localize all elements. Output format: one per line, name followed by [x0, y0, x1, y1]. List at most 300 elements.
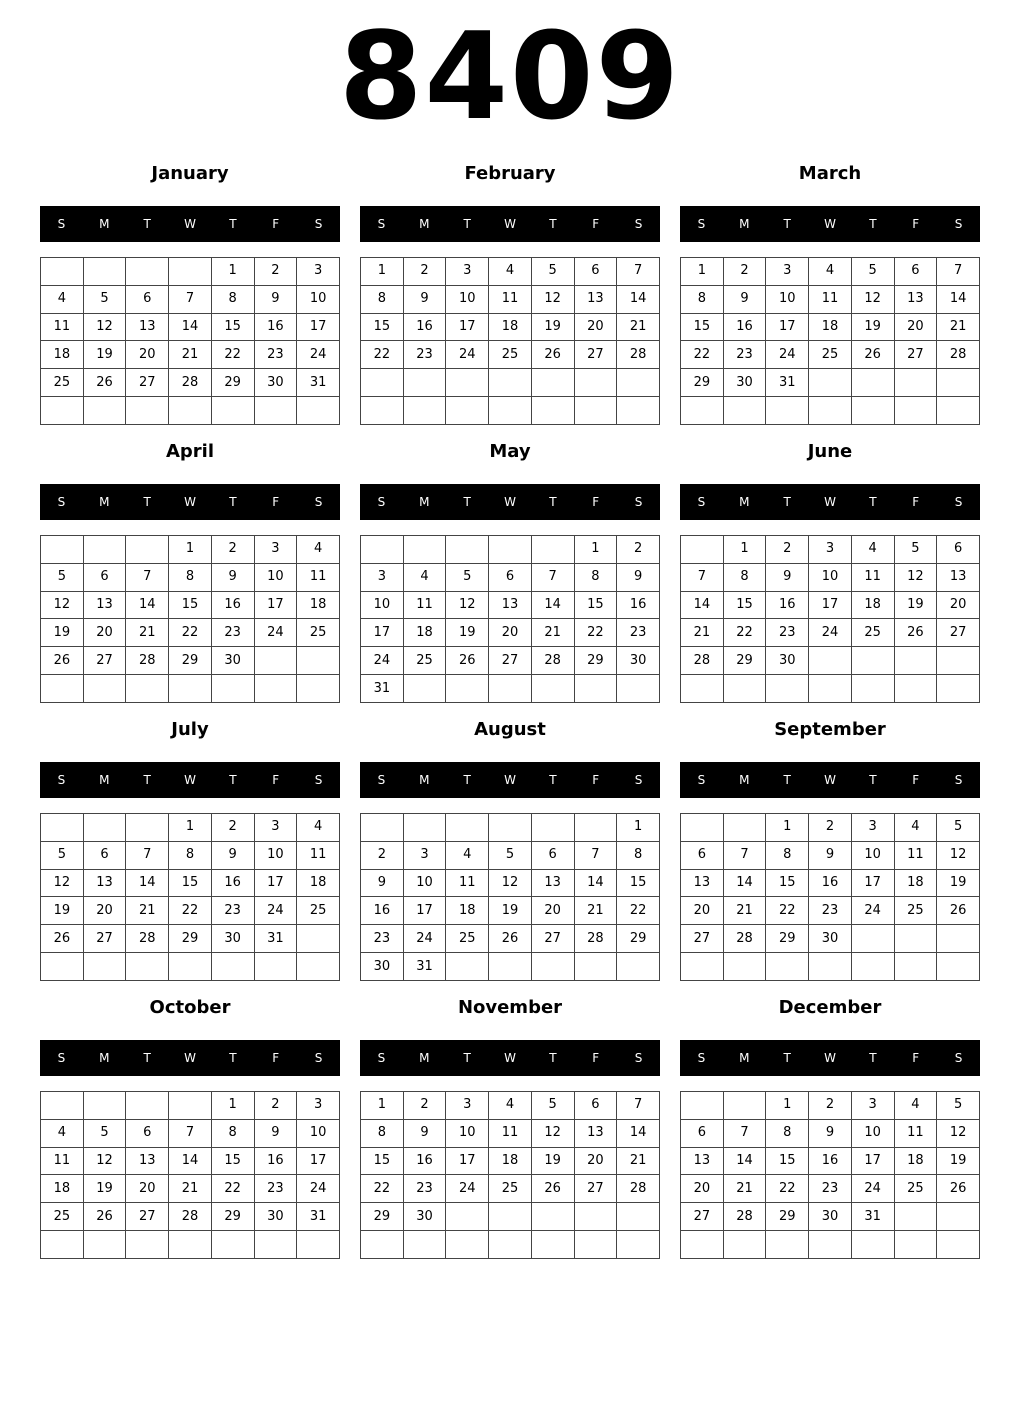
weekday-label: S — [314, 1051, 323, 1065]
month-name: November — [457, 997, 563, 1018]
day-cell: 21 — [681, 619, 724, 647]
year-title: 8409 — [339, 8, 681, 147]
day-cell: 28 — [617, 1175, 660, 1203]
day-cell: 10 — [851, 841, 894, 869]
weekday-label: F — [912, 1051, 920, 1065]
empty-cell — [41, 814, 84, 842]
day-cell: 16 — [766, 591, 809, 619]
week-row — [681, 814, 980, 842]
day-cell: 5 — [489, 841, 532, 869]
day-cell: 8 — [723, 563, 766, 591]
week-row — [681, 1203, 980, 1231]
weekday-label: S — [57, 773, 66, 787]
empty-cell — [446, 814, 489, 842]
day-cell: 7 — [723, 841, 766, 869]
month-name: October — [149, 997, 231, 1018]
week-row — [41, 1119, 340, 1147]
day-cell: 4 — [403, 563, 446, 591]
empty-cell — [211, 953, 254, 981]
day-cell: 25 — [297, 619, 340, 647]
empty-cell — [531, 369, 574, 397]
day-cell: 20 — [126, 341, 169, 369]
day-cell: 25 — [489, 1175, 532, 1203]
day-cell: 18 — [297, 869, 340, 897]
day-cell: 7 — [617, 258, 660, 286]
day-cell: 30 — [809, 925, 852, 953]
week-row — [41, 285, 340, 313]
day-cell: 19 — [531, 313, 574, 341]
day-cell: 22 — [211, 341, 254, 369]
weekday-label: F — [592, 773, 600, 787]
day-cell: 14 — [169, 1147, 212, 1175]
day-cell: 8 — [361, 1119, 404, 1147]
day-cell: 3 — [851, 1092, 894, 1120]
day-cell: 29 — [211, 1203, 254, 1231]
empty-cell — [937, 675, 980, 703]
week-row — [41, 591, 340, 619]
weekday-label: M — [739, 495, 750, 509]
empty-cell — [894, 953, 937, 981]
week-row — [361, 869, 660, 897]
empty-cell — [489, 814, 532, 842]
day-cell: 8 — [169, 563, 212, 591]
day-cell: 5 — [937, 1092, 980, 1120]
week-row — [361, 591, 660, 619]
month-name: December — [778, 997, 882, 1018]
day-cell: 26 — [41, 925, 84, 953]
week-row — [361, 258, 660, 286]
weekday-label: W — [184, 217, 196, 231]
empty-cell — [254, 675, 297, 703]
day-cell: 24 — [297, 1175, 340, 1203]
day-cell: 24 — [403, 925, 446, 953]
day-cell: 24 — [446, 1175, 489, 1203]
day-cell: 4 — [894, 814, 937, 842]
week-row — [41, 841, 340, 869]
day-cell: 16 — [211, 869, 254, 897]
weekday-label: M — [419, 1051, 430, 1065]
day-cell: 4 — [894, 1092, 937, 1120]
weekday-label: T — [229, 217, 237, 231]
day-cell: 9 — [403, 285, 446, 313]
week-row — [681, 591, 980, 619]
empty-cell — [41, 258, 84, 286]
weekday-label: S — [634, 495, 643, 509]
week-row — [361, 675, 660, 703]
week-row — [361, 536, 660, 564]
day-cell: 25 — [41, 1203, 84, 1231]
day-cell: 8 — [361, 285, 404, 313]
empty-cell — [446, 953, 489, 981]
day-cell: 3 — [446, 258, 489, 286]
week-row — [681, 258, 980, 286]
day-cell: 11 — [297, 563, 340, 591]
day-cell: 13 — [83, 869, 126, 897]
day-cell: 14 — [126, 869, 169, 897]
empty-cell — [937, 953, 980, 981]
day-cell: 23 — [254, 1175, 297, 1203]
day-cell: 24 — [297, 341, 340, 369]
empty-cell — [297, 925, 340, 953]
day-cell: 11 — [41, 313, 84, 341]
day-cell: 18 — [297, 591, 340, 619]
day-cell: 18 — [851, 591, 894, 619]
day-cell: 31 — [297, 1203, 340, 1231]
day-cell: 28 — [723, 1203, 766, 1231]
day-cell: 24 — [766, 341, 809, 369]
weekday-label: T — [143, 773, 151, 787]
day-cell: 4 — [489, 258, 532, 286]
weekday-label: T — [549, 1051, 557, 1065]
empty-cell — [41, 536, 84, 564]
empty-cell — [681, 953, 724, 981]
empty-cell — [894, 1203, 937, 1231]
day-cell: 27 — [83, 647, 126, 675]
day-cell: 27 — [489, 647, 532, 675]
empty-cell — [126, 1092, 169, 1120]
day-cell: 6 — [681, 1119, 724, 1147]
day-cell: 13 — [531, 869, 574, 897]
day-cell: 12 — [83, 313, 126, 341]
day-cell: 28 — [723, 925, 766, 953]
day-cell: 6 — [83, 841, 126, 869]
day-cell: 20 — [83, 897, 126, 925]
day-cell: 1 — [574, 536, 617, 564]
day-cell: 17 — [809, 591, 852, 619]
day-cell: 25 — [809, 341, 852, 369]
empty-cell — [894, 925, 937, 953]
weekday-label: F — [592, 495, 600, 509]
day-grid — [360, 813, 660, 981]
week-row — [361, 313, 660, 341]
week-row — [681, 563, 980, 591]
week-row — [681, 1119, 980, 1147]
day-cell: 4 — [489, 1092, 532, 1120]
empty-cell — [723, 814, 766, 842]
day-cell: 26 — [83, 1203, 126, 1231]
weekday-label: W — [504, 1051, 516, 1065]
empty-cell — [531, 953, 574, 981]
day-cell: 5 — [531, 1092, 574, 1120]
day-cell: 31 — [403, 953, 446, 981]
day-cell: 27 — [574, 341, 617, 369]
week-row — [681, 1147, 980, 1175]
empty-cell — [211, 675, 254, 703]
day-cell: 8 — [169, 841, 212, 869]
day-cell: 18 — [403, 619, 446, 647]
weekday-label: F — [912, 773, 920, 787]
day-cell: 7 — [126, 841, 169, 869]
week-row — [41, 313, 340, 341]
month-june — [680, 438, 980, 700]
day-cell: 18 — [489, 1147, 532, 1175]
day-cell: 5 — [937, 814, 980, 842]
empty-cell — [126, 675, 169, 703]
week-row — [41, 925, 340, 953]
day-cell: 22 — [169, 619, 212, 647]
week-row — [361, 369, 660, 397]
weekday-header — [360, 206, 660, 242]
day-grid — [40, 257, 340, 425]
week-row — [681, 369, 980, 397]
day-cell: 10 — [297, 285, 340, 313]
day-cell: 13 — [894, 285, 937, 313]
day-cell: 12 — [83, 1147, 126, 1175]
day-cell: 29 — [574, 647, 617, 675]
empty-cell — [297, 397, 340, 425]
day-cell: 9 — [809, 841, 852, 869]
empty-cell — [723, 675, 766, 703]
empty-cell — [937, 1231, 980, 1259]
day-cell: 21 — [723, 897, 766, 925]
day-cell: 22 — [169, 897, 212, 925]
day-cell: 10 — [446, 285, 489, 313]
weekday-header — [360, 1040, 660, 1076]
day-cell: 22 — [617, 897, 660, 925]
empty-cell — [446, 675, 489, 703]
day-cell: 16 — [254, 1147, 297, 1175]
empty-cell — [211, 397, 254, 425]
empty-cell — [41, 1092, 84, 1120]
empty-cell — [254, 647, 297, 675]
day-cell: 27 — [681, 1203, 724, 1231]
empty-cell — [894, 397, 937, 425]
day-cell: 25 — [894, 897, 937, 925]
weekday-label: S — [634, 773, 643, 787]
day-cell: 16 — [254, 313, 297, 341]
empty-cell — [446, 536, 489, 564]
day-cell: 1 — [211, 1092, 254, 1120]
weekday-label: S — [954, 773, 963, 787]
day-cell: 29 — [681, 369, 724, 397]
day-cell: 22 — [681, 341, 724, 369]
day-cell: 15 — [723, 591, 766, 619]
empty-cell — [681, 814, 724, 842]
weekday-label: S — [634, 217, 643, 231]
week-row — [361, 285, 660, 313]
weekday-label: T — [869, 1051, 877, 1065]
day-cell: 17 — [254, 591, 297, 619]
weekday-label: S — [377, 773, 386, 787]
day-cell: 24 — [254, 897, 297, 925]
day-cell: 21 — [723, 1175, 766, 1203]
week-row — [41, 1231, 340, 1259]
weekday-label: T — [869, 217, 877, 231]
day-cell: 26 — [937, 897, 980, 925]
weekday-label: S — [697, 1051, 706, 1065]
day-cell: 23 — [361, 925, 404, 953]
day-cell: 15 — [574, 591, 617, 619]
day-cell: 23 — [809, 1175, 852, 1203]
day-cell: 30 — [254, 369, 297, 397]
day-cell: 29 — [169, 925, 212, 953]
day-grid — [680, 535, 980, 703]
day-cell: 10 — [809, 563, 852, 591]
day-cell: 20 — [83, 619, 126, 647]
empty-cell — [809, 675, 852, 703]
day-cell: 27 — [681, 925, 724, 953]
day-cell: 19 — [489, 897, 532, 925]
weekday-label: S — [954, 1051, 963, 1065]
day-cell: 13 — [574, 285, 617, 313]
day-cell: 4 — [41, 1119, 84, 1147]
weekday-label: S — [314, 773, 323, 787]
weekday-label: T — [463, 495, 471, 509]
weekday-label: S — [697, 773, 706, 787]
weekday-label: M — [419, 495, 430, 509]
weekday-label: S — [57, 217, 66, 231]
day-cell: 1 — [169, 814, 212, 842]
week-row — [361, 953, 660, 981]
day-cell: 10 — [361, 591, 404, 619]
month-name: September — [774, 719, 886, 740]
weekday-label: T — [783, 217, 791, 231]
day-cell: 9 — [254, 285, 297, 313]
day-cell: 6 — [681, 841, 724, 869]
day-cell: 2 — [254, 1092, 297, 1120]
day-cell: 10 — [297, 1119, 340, 1147]
week-row — [41, 1175, 340, 1203]
empty-cell — [894, 647, 937, 675]
day-cell: 7 — [531, 563, 574, 591]
day-cell: 28 — [169, 369, 212, 397]
day-cell: 17 — [403, 897, 446, 925]
day-cell: 31 — [766, 369, 809, 397]
day-cell: 9 — [361, 869, 404, 897]
week-row — [681, 1092, 980, 1120]
empty-cell — [681, 1092, 724, 1120]
week-row — [681, 619, 980, 647]
day-cell: 21 — [531, 619, 574, 647]
day-cell: 7 — [937, 258, 980, 286]
empty-cell — [809, 953, 852, 981]
weekday-label: T — [463, 1051, 471, 1065]
day-cell: 9 — [766, 563, 809, 591]
week-row — [361, 1119, 660, 1147]
weekday-label: W — [504, 773, 516, 787]
day-cell: 20 — [681, 1175, 724, 1203]
day-cell: 6 — [126, 285, 169, 313]
day-cell: 18 — [894, 869, 937, 897]
empty-cell — [531, 1231, 574, 1259]
empty-cell — [83, 258, 126, 286]
day-cell: 8 — [211, 1119, 254, 1147]
day-cell: 2 — [211, 814, 254, 842]
week-row — [41, 563, 340, 591]
day-cell: 21 — [617, 1147, 660, 1175]
empty-cell — [617, 953, 660, 981]
day-cell: 25 — [894, 1175, 937, 1203]
day-cell: 1 — [723, 536, 766, 564]
empty-cell — [169, 953, 212, 981]
day-cell: 31 — [254, 925, 297, 953]
day-cell: 18 — [894, 1147, 937, 1175]
day-cell: 24 — [361, 647, 404, 675]
day-cell: 5 — [41, 563, 84, 591]
empty-cell — [126, 953, 169, 981]
empty-cell — [851, 1231, 894, 1259]
weekday-label: T — [783, 773, 791, 787]
day-cell: 10 — [403, 869, 446, 897]
day-cell: 11 — [489, 1119, 532, 1147]
month-may — [360, 438, 660, 700]
day-cell: 21 — [617, 313, 660, 341]
day-cell: 1 — [169, 536, 212, 564]
day-cell: 20 — [574, 1147, 617, 1175]
empty-cell — [851, 397, 894, 425]
week-row — [41, 869, 340, 897]
empty-cell — [126, 814, 169, 842]
day-cell: 22 — [211, 1175, 254, 1203]
day-cell: 8 — [211, 285, 254, 313]
weekday-label: T — [143, 495, 151, 509]
week-row — [361, 897, 660, 925]
empty-cell — [361, 397, 404, 425]
week-row — [361, 397, 660, 425]
empty-cell — [297, 953, 340, 981]
week-row — [681, 341, 980, 369]
empty-cell — [446, 369, 489, 397]
month-name: May — [489, 441, 531, 462]
day-cell: 14 — [723, 1147, 766, 1175]
weekday-label: W — [504, 495, 516, 509]
empty-cell — [297, 675, 340, 703]
day-cell: 23 — [254, 341, 297, 369]
day-cell: 26 — [41, 647, 84, 675]
day-cell: 19 — [41, 619, 84, 647]
day-cell: 28 — [531, 647, 574, 675]
month-name: July — [171, 719, 209, 740]
weekday-label: F — [592, 217, 600, 231]
week-row — [361, 1175, 660, 1203]
day-cell: 20 — [681, 897, 724, 925]
day-cell: 23 — [766, 619, 809, 647]
day-cell: 25 — [41, 369, 84, 397]
day-cell: 4 — [297, 814, 340, 842]
day-cell: 22 — [766, 1175, 809, 1203]
empty-cell — [723, 1092, 766, 1120]
day-cell: 16 — [723, 313, 766, 341]
day-cell: 22 — [723, 619, 766, 647]
day-cell: 5 — [531, 258, 574, 286]
weekday-label: M — [99, 217, 110, 231]
day-cell: 29 — [617, 925, 660, 953]
day-cell: 16 — [211, 591, 254, 619]
empty-cell — [574, 397, 617, 425]
day-cell: 3 — [297, 1092, 340, 1120]
day-cell: 9 — [617, 563, 660, 591]
empty-cell — [617, 1231, 660, 1259]
day-cell: 23 — [723, 341, 766, 369]
empty-cell — [169, 1092, 212, 1120]
day-cell: 2 — [723, 258, 766, 286]
day-cell: 20 — [531, 897, 574, 925]
weekday-label: T — [229, 495, 237, 509]
day-cell: 7 — [617, 1092, 660, 1120]
month-september — [680, 716, 980, 978]
day-cell: 27 — [126, 1203, 169, 1231]
day-cell: 14 — [723, 869, 766, 897]
day-cell: 1 — [766, 814, 809, 842]
empty-cell — [809, 647, 852, 675]
month-january — [40, 160, 340, 422]
day-cell: 20 — [489, 619, 532, 647]
day-cell: 6 — [126, 1119, 169, 1147]
weekday-label: W — [824, 217, 836, 231]
day-cell: 20 — [937, 591, 980, 619]
day-cell: 4 — [41, 285, 84, 313]
weekday-label: S — [954, 217, 963, 231]
